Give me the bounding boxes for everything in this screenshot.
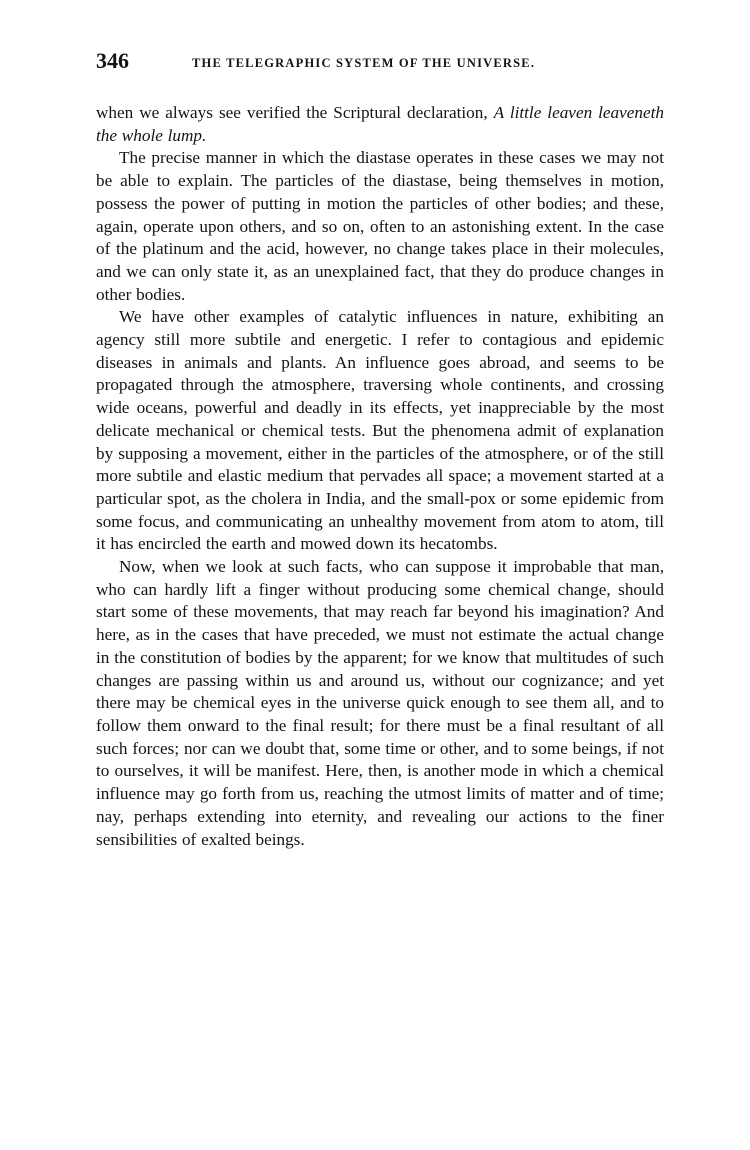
running-head: THE TELEGRAPHIC SYSTEM OF THE UNIVERSE. <box>192 56 536 70</box>
paragraph-continued <box>96 102 664 147</box>
scripture-quote: A little leaven leaveneth the whole lump. <box>96 103 664 145</box>
page-header <box>96 48 664 74</box>
paragraph: We have other examples of catalytic influences in nature, exhibiting an agency still more subtile and energetic. I refer to contagious and epidemic diseases in animals and plants. An influence goes abroad, and seems to be propagated through the atmosphere, traversing whole continents, and crossing wide oceans, powerful and deadly in its effects, yet inappreciable by the most delicate mechanical or chemical tests. But the phenomena admit of explanation by supposing a movement, either in the particles of the atmosphere, or of the still more subtile and elastic medium that pervades all space; a movement started at a particular spot, as the cholera in India, and the small-pox or some epidemic from some focus, and communicating an unhealthy movement from atom to atom, till it has encircled the earth and mowed down its hecatombs. <box>96 307 664 554</box>
paragraph-text: when we always see verified the Scriptural declaration, <box>96 103 494 122</box>
body-text <box>96 102 664 851</box>
page-number: 346 <box>96 48 129 73</box>
paragraph: The precise manner in which the diastase operates in these cases we may not be able to explain. The particles of the diastase, being themselves in motion, possess the power of putting in motion the particles of other bodies; and these, again, operate upon others, and so on, often to an astonishing extent. In the case of the platinum and the acid, however, no change takes place in their molecules, and we can only state it, as an unexplained fact, that they do produce changes in other bodies. <box>96 148 664 304</box>
book-page <box>96 48 664 851</box>
paragraph: Now, when we look at such facts, who can suppose it improbable that man, who can hardly lift a finger without producing some chemical change, should start some of these movements, that may reach far beyond his imagination? And here, as in the cases that have preceded, we must not estimate the actual change in the constitution of bodies by the apparent; for we know that multitudes of such changes are passing within us and around us, without our cognizance; and yet there may be chemical eyes in the universe quick enough to see them all, and to follow them onward to the final result; for there must be a final resultant of all such forces; nor can we doubt that, some time or other, and to some beings, if not to ourselves, it will be manifest. Here, then, is another mode in which a chemical influence may go forth from us, reaching the utmost limits of matter and of time; nay, perhaps extending into eternity, and revealing our actions to the finer sensibilities of exalted beings. <box>96 557 664 849</box>
